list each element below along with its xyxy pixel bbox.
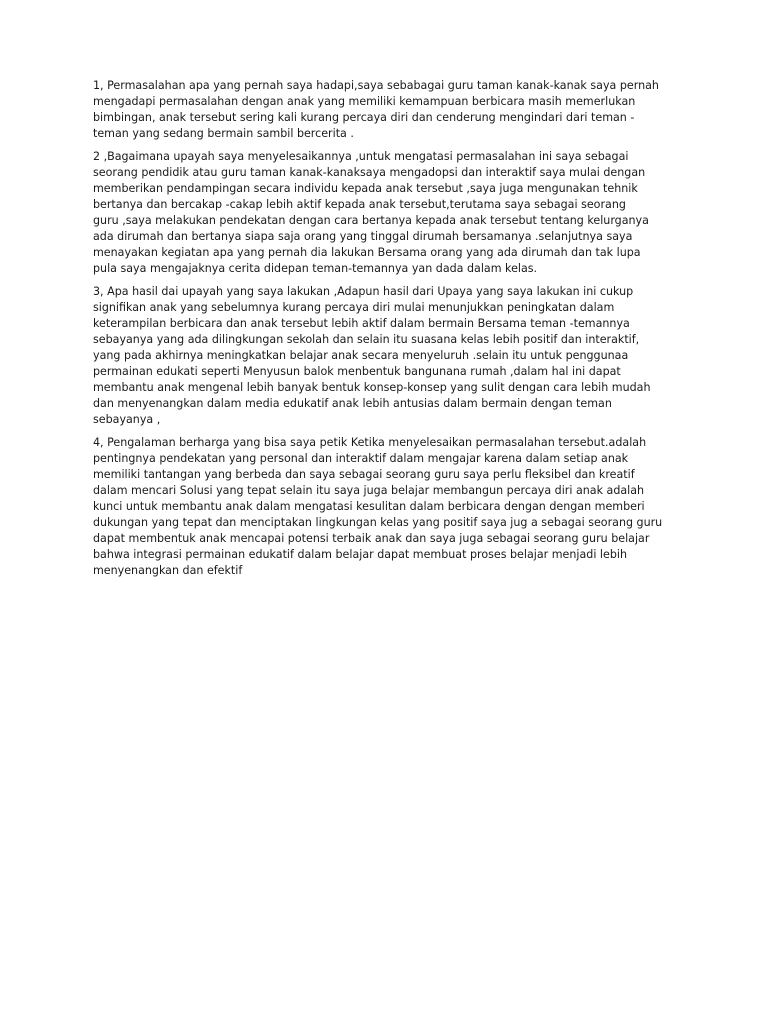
text-line: yang pada akhirnya meningkatkan belajar anak secara menyeluruh .selain itu untuk penggunaa bbox=[93, 349, 629, 362]
paragraph-1 bbox=[93, 78, 675, 142]
text-line: mengadapi permasalahan dengan anak yang memiliki kemampuan berbicara masih memerlukan bbox=[93, 95, 636, 108]
text-line: bimbingan, anak tersebut sering kali kurang percaya diri dan cenderung mengindari dari teman - bbox=[93, 111, 635, 124]
text-line: sebayanya , bbox=[93, 413, 161, 426]
text-line: menayakan kegiatan apa yang pernah dia lakukan Bersama orang yang ada dirumah dan tak lupa bbox=[93, 246, 641, 259]
paragraph-2 bbox=[93, 149, 675, 277]
text-line: seorang pendidik atau guru taman kanak-kanaksaya mengadopsi dan interaktif saya mulai dengan bbox=[93, 166, 646, 179]
text-line: permainan edukati seperti Menyusun balok menbentuk bangunana rumah ,dalam hal ini dapat bbox=[93, 365, 621, 378]
text-line: pentingnya pendekatan yang personal dan interaktif dalam mengajar karena dalam setiap anak bbox=[93, 452, 629, 465]
text-line: keterampilan berbicara dan anak tersebut lebih aktif dalam bermain Bersama teman -temannya bbox=[93, 317, 630, 330]
text-line: 1, Permasalahan apa yang pernah saya hadapi,saya sebabagai guru taman kanak-kanak saya pernah bbox=[93, 79, 659, 92]
text-line: bahwa integrasi permainan edukatif dalam belajar dapat membuat proses belajar menjadi lebih bbox=[93, 548, 627, 561]
paragraph-4 bbox=[93, 435, 675, 579]
text-line: ada dirumah dan bertanya siapa saja orang yang tinggal dirumah bersamanya .selanjutnya saya bbox=[93, 230, 633, 243]
text-line: dapat membentuk anak mencapai potensi terbaik anak dan saya juga sebagai seorang guru belajar bbox=[93, 532, 650, 545]
text-line: menyenangkan dan efektif bbox=[93, 564, 243, 577]
text-line: dukungan yang tepat dan menciptakan lingkungan kelas yang positif saya jug a sebagai seorang guru bbox=[93, 516, 663, 529]
text-line: kunci untuk membantu anak dalam mengatasi kesulitan dalam berbicara dengan dengan memberi bbox=[93, 500, 645, 513]
text-line: memberikan pendampingan secara individu kepada anak tersebut ,saya juga mengunakan tehnik bbox=[93, 182, 638, 195]
text-line: sebayanya yang ada dilingkungan sekolah dan selain itu suasana kelas lebih positif dan interaktif, bbox=[93, 333, 640, 346]
text-line: teman yang sedang bermain sambil bercerita . bbox=[93, 127, 354, 140]
text-line: 3, Apa hasil dai upayah yang saya lakukan ,Adapun hasil dari Upaya yang saya lakukan ini cukup bbox=[93, 285, 634, 298]
text-line: 4, Pengalaman berharga yang bisa saya petik Ketika menyelesaikan permasalahan tersebut.adalah bbox=[93, 436, 647, 449]
text-line: bertanya dan bercakap -cakap lebih aktif kepada anak tersebut,terutama saya sebagai seorang bbox=[93, 198, 626, 211]
text-line: signifikan anak yang sebelumnya kurang percaya diri mulai menunjukkan peningkatan dalam bbox=[93, 301, 615, 314]
text-line: pula saya mengajaknya cerita didepan teman-temannya yan dada dalam kelas. bbox=[93, 262, 538, 275]
text-line: 2 ,Bagaimana upayah saya menyelesaikannya ,untuk mengatasi permasalahan ini saya sebagai bbox=[93, 150, 629, 163]
text-line: guru ,saya melakukan pendekatan dengan cara bertanya kepada anak tersebut tentang kelurganya bbox=[93, 214, 649, 227]
text-line: memiliki tantangan yang berbeda dan saya sebagai seorang guru saya perlu fleksibel dan kreatif bbox=[93, 468, 635, 481]
text-line: membantu anak mengenal lebih banyak bentuk konsep-konsep yang sulit dengan cara lebih mudah bbox=[93, 381, 651, 394]
paragraph-3 bbox=[93, 284, 675, 428]
text-line: dalam mencari Solusi yang tepat selain itu saya juga belajar membangun percaya diri anak adalah bbox=[93, 484, 645, 497]
text-line: dan menyenangkan dalam media edukatif anak lebih antusias dalam bermain dengan teman bbox=[93, 397, 612, 410]
document-body bbox=[93, 78, 675, 586]
